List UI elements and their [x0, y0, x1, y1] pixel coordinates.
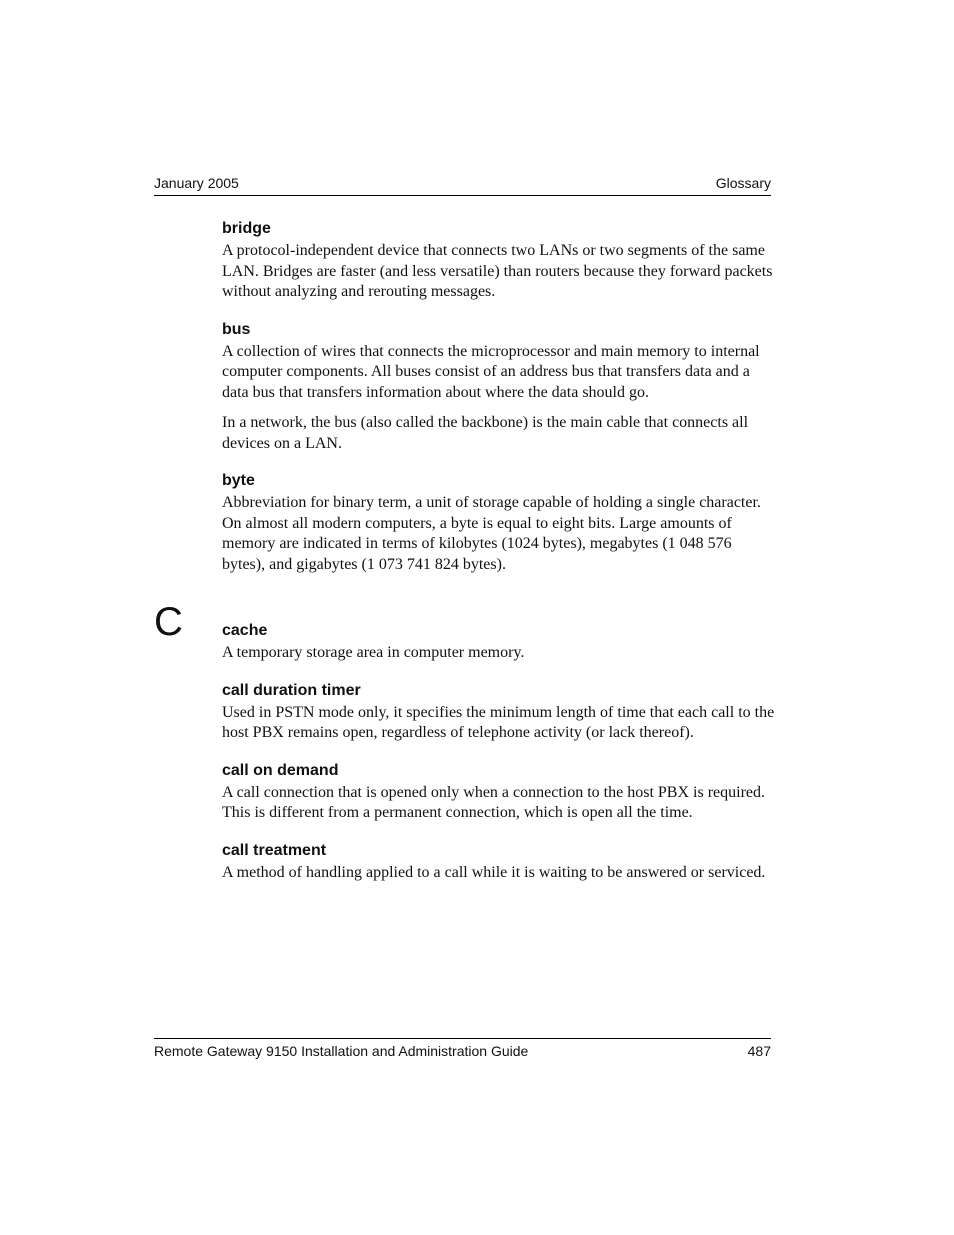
glossary-entry-call-duration-timer [222, 681, 774, 744]
glossary-definition: A call connection that is opened only when a connection to the host PBX is required. This is different from a permanent connection, which is open all the time. [222, 783, 765, 821]
glossary-entry-byte [222, 471, 774, 575]
footer-page-number: 487 [747, 1043, 771, 1059]
glossary-entries-c [222, 621, 774, 900]
glossary-definition: Used in PSTN mode only, it specifies the minimum length of time that each call to the host PBX remains open, regardless of telephone activity (or lack thereof). [222, 703, 775, 741]
glossary-definition: A protocol-independent device that connects two LANs or two segments of the same LAN. Bridges are faster (and less versatile) than routers because they forward packets without analyzing and rerouting messages. [222, 242, 773, 300]
glossary-definition: A collection of wires that connects the microprocessor and main memory to internal computer components. All buses consist of an address bus that transfers data and a data bus that transfers information about where the data should go. [222, 342, 760, 401]
glossary-definition: A method of handling applied to a call while it is waiting to be answered or serviced. [222, 863, 766, 881]
glossary-definition: In a network, the bus (also called the backbone) is the main cable that connects all devices on a LAN. [222, 414, 749, 452]
glossary-definition: A temporary storage area in computer memory. [222, 644, 525, 661]
glossary-term: bridge [222, 220, 271, 237]
glossary-term: bus [222, 320, 251, 338]
glossary-term: cache [222, 622, 268, 639]
header-date: January 2005 [154, 175, 239, 191]
footer-document-title: Remote Gateway 9150 Installation and Administration Guide [154, 1043, 529, 1059]
glossary-term: call duration timer [222, 681, 361, 699]
glossary-entry-cache [222, 621, 774, 664]
glossary-term: call on demand [222, 761, 339, 779]
glossary-term: byte [222, 472, 255, 489]
glossary-entries-b [222, 219, 774, 592]
header-section-title: Glossary [715, 175, 771, 191]
glossary-entry-bridge [222, 219, 774, 303]
glossary-entry-call-on-demand [222, 761, 774, 824]
glossary-entry-bus [222, 320, 774, 455]
section-letter: C [154, 600, 183, 644]
page-footer [154, 1038, 771, 1063]
page-header [154, 174, 771, 196]
glossary-entry-call-treatment [222, 841, 774, 884]
glossary-term: call treatment [222, 841, 327, 859]
glossary-definition: Abbreviation for binary term, a unit of storage capable of holding a single character. On almost all modern computers, a byte is equal to eight bits. Large amounts of memory are indicated in terms of kilobytes (1024 bytes), megabytes (1 048 576 bytes), and gigabytes (1 073 741 824 bytes). [222, 494, 761, 573]
